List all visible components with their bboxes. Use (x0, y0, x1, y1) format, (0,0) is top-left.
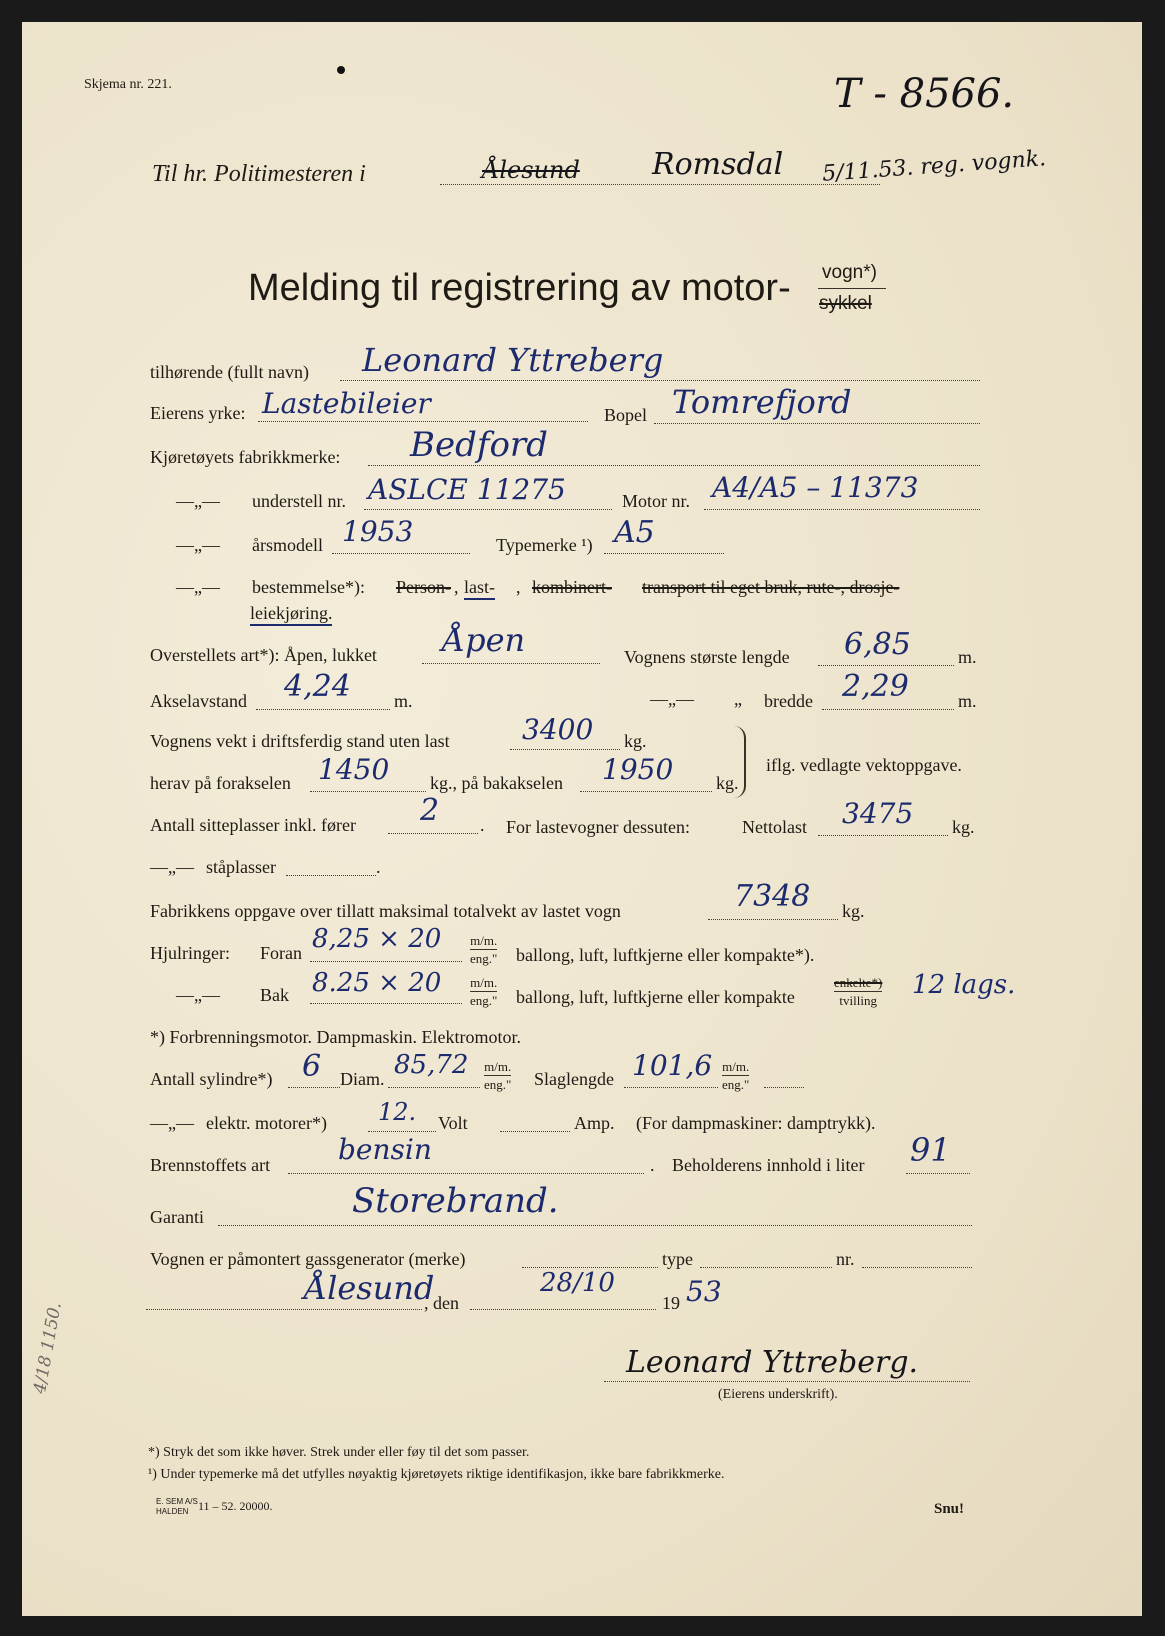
addressee-district: Romsdal (652, 147, 784, 182)
tyres-rear-value: 8.25 × 20 (312, 968, 442, 998)
body-type-line (422, 663, 600, 664)
residence-value: Tomrefjord (672, 383, 852, 421)
rear-axle-value: 1950 (602, 753, 674, 786)
unit-eng: eng." (470, 951, 498, 966)
date-value: 28/10 (540, 1268, 615, 1298)
hole-punch-dot (337, 66, 345, 74)
place-den: , den (424, 1293, 459, 1313)
total-weight-label: Fabrikkens oppgave over tillatt maksimal totalvekt av lastet vogn (150, 901, 621, 921)
rear-axle-line (580, 791, 712, 792)
model-year-line (332, 553, 470, 554)
width-label: bredde (764, 691, 813, 711)
ditto-mark: —„— (176, 577, 220, 597)
residence-line (654, 423, 980, 424)
tyres-front-desc: ballong, luft, luftkjerne eller kompakte*). (516, 945, 815, 965)
registration-form-page (22, 22, 1142, 1616)
unit-mm: m/m. (722, 1059, 750, 1074)
print-code: 11 – 52. 20000. (198, 1499, 273, 1513)
printer-city: HALDEN (156, 1507, 189, 1516)
electric-label: elektr. motorer*) (206, 1113, 327, 1133)
standing-label: ståplasser (206, 857, 276, 877)
type-mark-label: Typemerke ¹) (496, 535, 593, 555)
make-value: Bedford (410, 425, 548, 465)
cargo-label: For lastevogner dessuten: (506, 817, 690, 837)
footnote-2: ¹) Under typemerke må det utfylles nøyaktig kjøretøyets riktige identifikasjon, ikke bare fabrikkmerke. (148, 1467, 725, 1482)
body-type-value: Åpen (442, 621, 526, 659)
ditto-mark: —„— (150, 857, 194, 877)
unit-mm: m/m. (470, 975, 498, 990)
mount-enkelt: enkelte*) (834, 975, 883, 990)
weight-label: Vognens vekt i driftsferdig stand uten last (150, 731, 450, 751)
year-prefix: 19 (662, 1293, 680, 1313)
body-type-label: Overstellets art*): Åpen, lukket (150, 645, 377, 665)
type-mark-line (604, 553, 724, 554)
diam-label: Diam. (340, 1069, 385, 1089)
footnote-1: *) Stryk det som ikke høver. Strek under eller føy til det som passer. (148, 1445, 530, 1460)
wheelbase-unit: m. (394, 691, 413, 711)
addressee-label: Til hr. Politimesteren i (152, 161, 366, 187)
motor-label: Motor nr. (622, 491, 691, 511)
mount-tvilling: tvilling (839, 993, 877, 1008)
rear-axle-unit: kg. (716, 773, 739, 793)
tyres-rear-note: 12 lags. (912, 970, 1016, 1000)
tank-value: 91 (910, 1131, 951, 1169)
purpose-person: Person- (396, 577, 451, 597)
tyres-rear-line (310, 1003, 462, 1004)
tyres-label: Hjulringer: (150, 943, 230, 963)
owner-label: tilhørende (fullt navn) (150, 362, 309, 382)
width-unit: m. (958, 691, 977, 711)
net-load-unit: kg. (952, 817, 975, 837)
title-sykkel: sykkel (819, 293, 872, 314)
wheelbase-line (256, 709, 390, 710)
standing-dot: . (376, 857, 381, 877)
purpose-leie: leiekjøring. (250, 604, 332, 626)
unit-mm: m/m. (470, 933, 498, 948)
max-length-unit: m. (958, 647, 977, 667)
purpose-last: last- (464, 578, 495, 600)
weight-line (510, 749, 620, 750)
occupation-label: Eierens yrke: (150, 403, 246, 423)
model-year-value: 1953 (342, 515, 414, 548)
standing-line (286, 875, 376, 876)
insurance-line (218, 1225, 972, 1226)
owner-value: Leonard Yttreberg (362, 341, 664, 379)
model-year-label: årsmodell (252, 535, 323, 555)
electric-value: 12. (378, 1098, 417, 1126)
electric-line (368, 1131, 436, 1132)
purpose-sep-1: , (454, 577, 459, 597)
place-value: Ålesund (304, 1269, 435, 1307)
type-mark-value: A5 (614, 515, 655, 550)
cylinders-line (288, 1087, 340, 1088)
max-length-value: 6,85 (844, 627, 911, 662)
owner-line (340, 380, 980, 381)
diam-value: 85,72 (394, 1050, 469, 1080)
tyres-front-line (310, 961, 462, 962)
seats-value: 2 (420, 793, 440, 828)
front-axle-value: 1450 (318, 753, 390, 786)
page-title: Melding til registrering av motor- (248, 267, 791, 309)
motor-line (704, 509, 980, 510)
purpose-kombinert: kombinert- (532, 577, 612, 597)
chassis-value: ASLCE 11275 (368, 473, 566, 506)
volt-label: Volt (438, 1113, 468, 1133)
max-length-label: Vognens største lengde (624, 647, 790, 667)
weight-note: iflg. vedlagte vektoppgave. (766, 755, 962, 775)
tyres-rear-mount (834, 976, 882, 1007)
insurance-label: Garanti (150, 1207, 204, 1227)
chassis-line (364, 509, 612, 510)
date-line (470, 1309, 656, 1310)
tyres-rear-desc: ballong, luft, luftkjerne eller kompakte (516, 987, 795, 1007)
occupation-value: Lastebileier (262, 387, 431, 420)
ditto-mark: —„— (176, 985, 220, 1005)
seats-line (388, 833, 478, 834)
width-value: 2,29 (842, 669, 909, 704)
ditto-mark: —„— (150, 1113, 194, 1133)
stroke-unit (722, 1060, 749, 1091)
front-axle-label: herav på forakselen (150, 773, 291, 793)
stroke-value: 101,6 (632, 1049, 713, 1082)
tyres-front-value: 8,25 × 20 (312, 924, 442, 954)
stroke-tail-line (764, 1087, 804, 1088)
addressee-note: 5/11.53. reg. vognk. (821, 146, 1047, 187)
signature-line (604, 1381, 970, 1382)
weight-brace (734, 726, 746, 798)
owner-signature: Leonard Yttreberg. (626, 1345, 919, 1380)
front-axle-unit: kg., på bakakselen (430, 773, 563, 793)
gas-gen-nr-line (862, 1267, 972, 1268)
unit-eng: eng." (484, 1077, 512, 1092)
net-load-value: 3475 (842, 797, 914, 830)
max-length-line (818, 665, 954, 666)
diam-unit (484, 1060, 511, 1091)
unit-eng: eng." (722, 1077, 750, 1092)
width-line (822, 709, 954, 710)
ditto-mark: —„— (176, 491, 220, 511)
fuel-dot: . (650, 1155, 655, 1175)
wheelbase-value: 4,24 (284, 669, 351, 704)
stroke-line (624, 1087, 718, 1088)
occupation-line (258, 421, 588, 422)
margin-pencil-note: 4/18 1150. (30, 1300, 66, 1396)
net-load-label: Nettolast (742, 817, 807, 837)
engine-types: *) Forbrenningsmotor. Dampmaskin. Elektromotor. (150, 1027, 521, 1047)
purpose-label: bestemmelse*): (252, 577, 365, 597)
title-fraction-bar (818, 288, 886, 289)
unit-eng: eng." (470, 993, 498, 1008)
insurance-value: Storebrand. (352, 1181, 559, 1221)
turn-over-note: Snu! (934, 1501, 965, 1517)
chassis-label: understell nr. (252, 491, 346, 511)
make-label: Kjøretøyets fabrikkmerke: (150, 447, 341, 467)
gas-gen-type: type (662, 1249, 693, 1269)
total-weight-value: 7348 (734, 879, 811, 914)
seats-dot: . (480, 815, 485, 835)
place-line (146, 1309, 422, 1310)
fuel-value: bensin (338, 1133, 432, 1166)
cylinders-value: 6 (302, 1049, 322, 1084)
fuel-line (288, 1173, 644, 1174)
ditto-mark: —„— (176, 535, 220, 555)
make-line (368, 465, 980, 466)
tank-label: Beholderens innhold i liter (672, 1155, 865, 1175)
amp-line (500, 1131, 570, 1132)
tyres-front-pos: Foran (260, 943, 302, 963)
motor-value: A4/A5 – 11373 (712, 471, 919, 504)
total-weight-line (708, 919, 838, 920)
width-quote: „ (734, 689, 742, 709)
gas-gen-type-line (700, 1267, 832, 1268)
tank-line (906, 1173, 970, 1174)
stroke-label: Slaglengde (534, 1069, 614, 1089)
purpose-sep-2: , (516, 577, 521, 597)
diam-line (388, 1087, 480, 1088)
form-number: Skjema nr. 221. (84, 77, 172, 92)
addressee-line (440, 184, 880, 185)
residence-label: Bopel (604, 405, 647, 425)
title-vogn: vogn*) (822, 262, 877, 283)
year-suffix: 53 (686, 1275, 722, 1308)
tyres-rear-pos: Bak (260, 985, 289, 1005)
unit-mm: m/m. (484, 1059, 512, 1074)
printer-name: E. SEM A/S (156, 1497, 198, 1506)
net-load-line (818, 835, 948, 836)
purpose-transport: transport til eget bruk, rute-, drosje- (642, 577, 900, 597)
weight-value: 3400 (522, 713, 594, 746)
registration-number: T - 8566. (834, 71, 1015, 117)
ditto-mark: —„— (650, 689, 694, 709)
gas-gen-nr: nr. (836, 1249, 855, 1269)
weight-unit: kg. (624, 731, 647, 751)
front-axle-line (310, 791, 426, 792)
amp-label: Amp. (574, 1113, 615, 1133)
signature-label: (Eierens underskrift). (718, 1387, 838, 1402)
fuel-label: Brennstoffets art (150, 1155, 271, 1175)
tyres-front-unit (470, 934, 497, 965)
seats-label: Antall sitteplasser inkl. fører (150, 815, 356, 835)
tyres-rear-unit (470, 976, 497, 1007)
gas-gen-label: Vognen er påmontert gassgenerator (merke) (150, 1249, 466, 1269)
wheelbase-label: Akselavstand (150, 691, 247, 711)
cylinders-label: Antall sylindre*) (150, 1069, 273, 1089)
steam-note: (For dampmaskiner: damptrykk). (636, 1113, 876, 1133)
total-weight-unit: kg. (842, 901, 865, 921)
addressee-struck-city: Ålesund (482, 156, 580, 184)
